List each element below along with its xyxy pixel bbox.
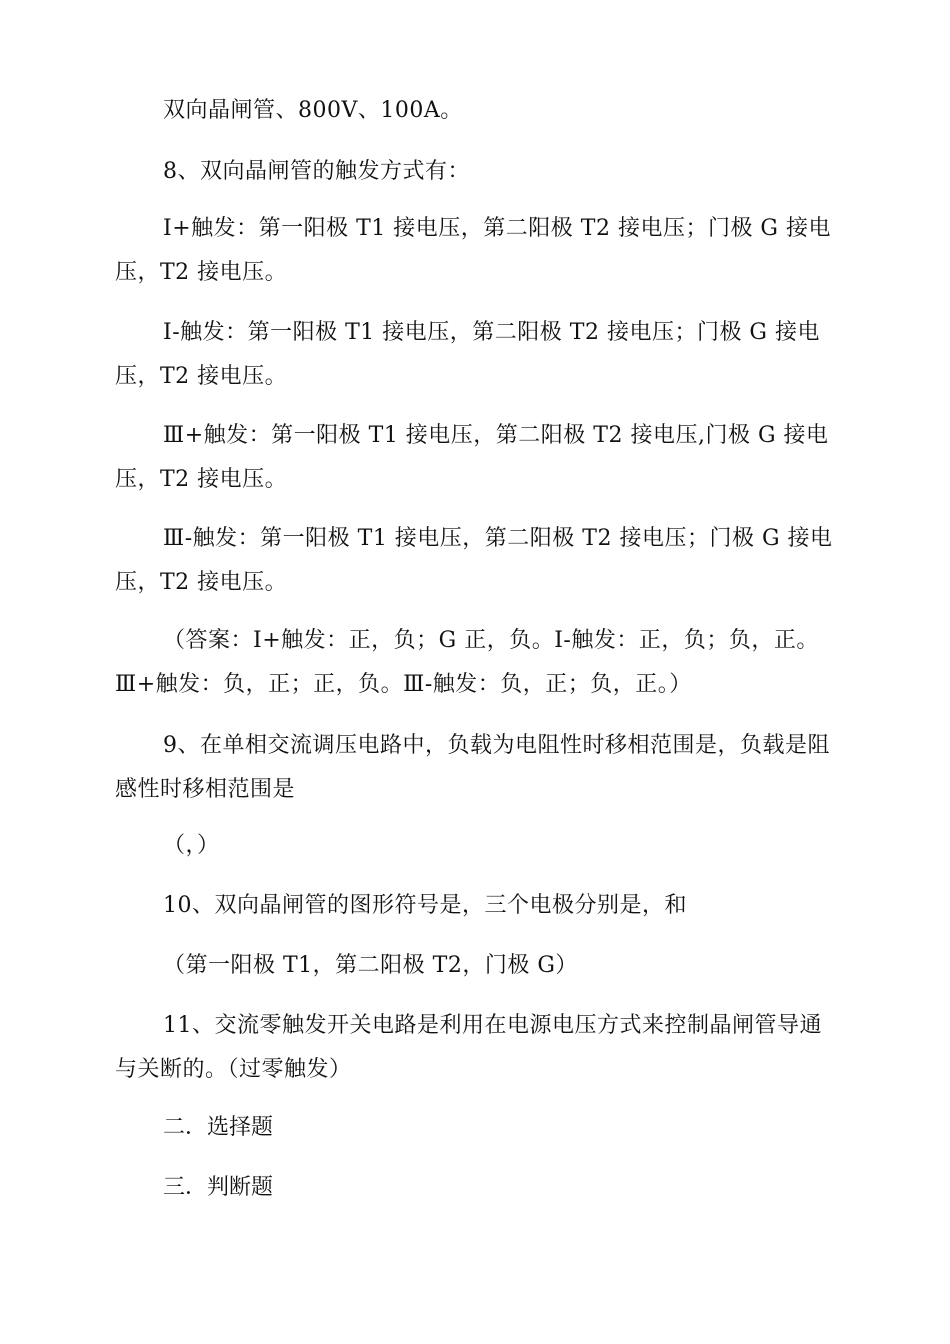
paragraph-trigger-iii-minus: Ⅲ-触发：第一阳极 T1 接电压，第二阳极 T2 接电压；门极 G 接电压，T2 接电压。 (115, 526, 833, 595)
paragraph-answer-10: （第一阳极 T1，第二阳极 T2，门极 G） (163, 953, 578, 978)
paragraph-answer-8: （答案：I+触发：正，负；G 正，负。I-触发：正，负；负，正。Ⅲ+触发：负，正；正，负。Ⅲ-触发：负，正；负，正。） (115, 628, 819, 697)
paragraph-question-11: 11、交流零触发开关电路是利用在电源电压方式来控制晶闸管导通与关断的。（过零触发） (115, 1013, 822, 1082)
paragraph-trigger-iii-plus: Ⅲ+触发：第一阳极 T1 接电压，第二阳极 T2 接电压,门极 G 接电压，T2 接电压。 (115, 423, 829, 492)
section-heading-judge: 三．判断题 (163, 1175, 274, 1200)
paragraph-device-spec: 双向晶闸管、800V、100A。 (163, 98, 463, 123)
paragraph-question-8: 8、双向晶闸管的触发方式有： (163, 159, 470, 184)
paragraph-trigger-i-minus: I-触发：第一阳极 T1 接电压，第二阳极 T2 接电压；门极 G 接电压，T2 接电压。 (115, 320, 821, 389)
section-heading-choice: 二．选择题 (163, 1115, 274, 1140)
paragraph-question-10: 10、双向晶闸管的图形符号是，三个电极分别是，和 (163, 893, 687, 918)
paragraph-question-9: 9、在单相交流调压电路中，负载为电阻性时移相范围是，负载是阻感性时移相范围是 (115, 733, 830, 802)
paragraph-answer-9: （，） (163, 833, 220, 858)
paragraph-trigger-i-plus: I+触发：第一阳极 T1 接电压，第二阳极 T2 接电压；门极 G 接电压，T2 接电压。 (115, 216, 832, 285)
